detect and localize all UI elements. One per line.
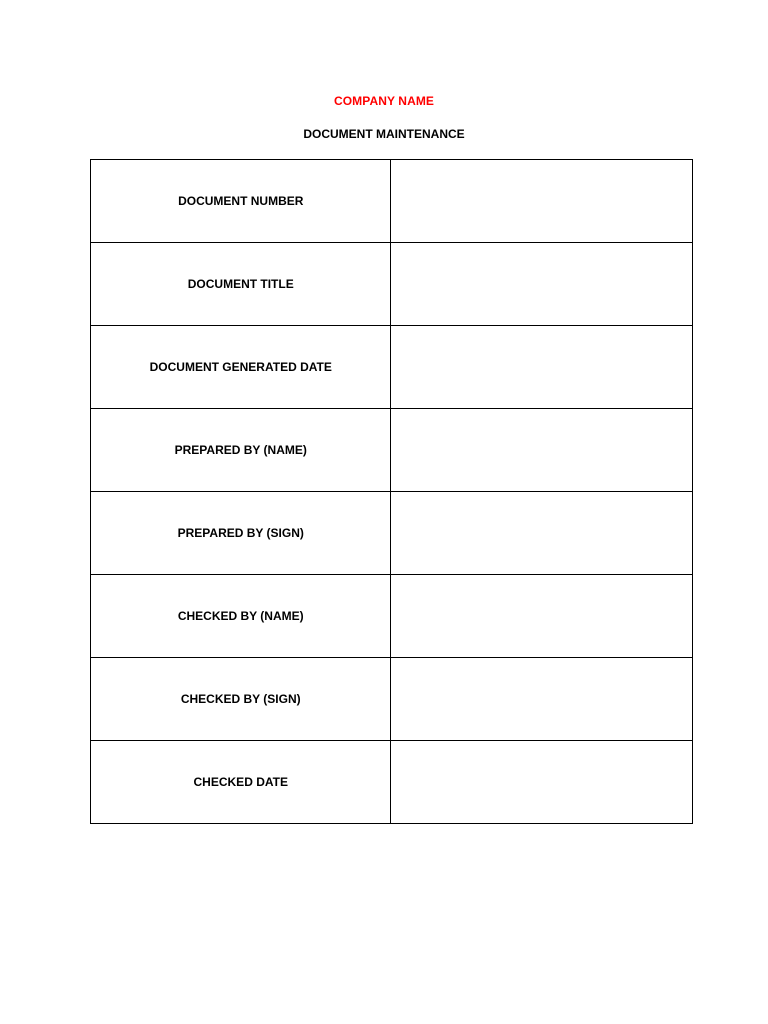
- document-title: DOCUMENT MAINTENANCE: [303, 127, 465, 141]
- table-row: [91, 409, 693, 492]
- company-name: COMPANY NAME: [333, 94, 435, 108]
- table-row: [91, 326, 693, 409]
- table-row: [91, 492, 693, 575]
- row-value-checked-date[interactable]: [391, 741, 693, 824]
- table-row: [91, 658, 693, 741]
- row-label-checked-by-name: CHECKED BY (NAME): [91, 575, 391, 658]
- row-value-checked-by-sign[interactable]: [391, 658, 693, 741]
- row-label-checked-by-sign: CHECKED BY (SIGN): [91, 658, 391, 741]
- row-value-prepared-by-sign[interactable]: [391, 492, 693, 575]
- row-label-document-number: DOCUMENT NUMBER: [91, 160, 391, 243]
- row-value-document-generated-date[interactable]: [391, 326, 693, 409]
- row-label-document-generated-date: DOCUMENT GENERATED DATE: [91, 326, 391, 409]
- table-row: [91, 160, 693, 243]
- row-value-checked-by-name[interactable]: [391, 575, 693, 658]
- row-value-document-number[interactable]: [391, 160, 693, 243]
- row-label-prepared-by-sign: PREPARED BY (SIGN): [91, 492, 391, 575]
- table-row: [91, 741, 693, 824]
- row-label-prepared-by-name: PREPARED BY (NAME): [91, 409, 391, 492]
- row-label-document-title: DOCUMENT TITLE: [91, 243, 391, 326]
- table-row: [91, 243, 693, 326]
- row-value-document-title[interactable]: [391, 243, 693, 326]
- document-maintenance-table: [90, 159, 693, 824]
- row-value-prepared-by-name[interactable]: [391, 409, 693, 492]
- table-row: [91, 575, 693, 658]
- row-label-checked-date: CHECKED DATE: [91, 741, 391, 824]
